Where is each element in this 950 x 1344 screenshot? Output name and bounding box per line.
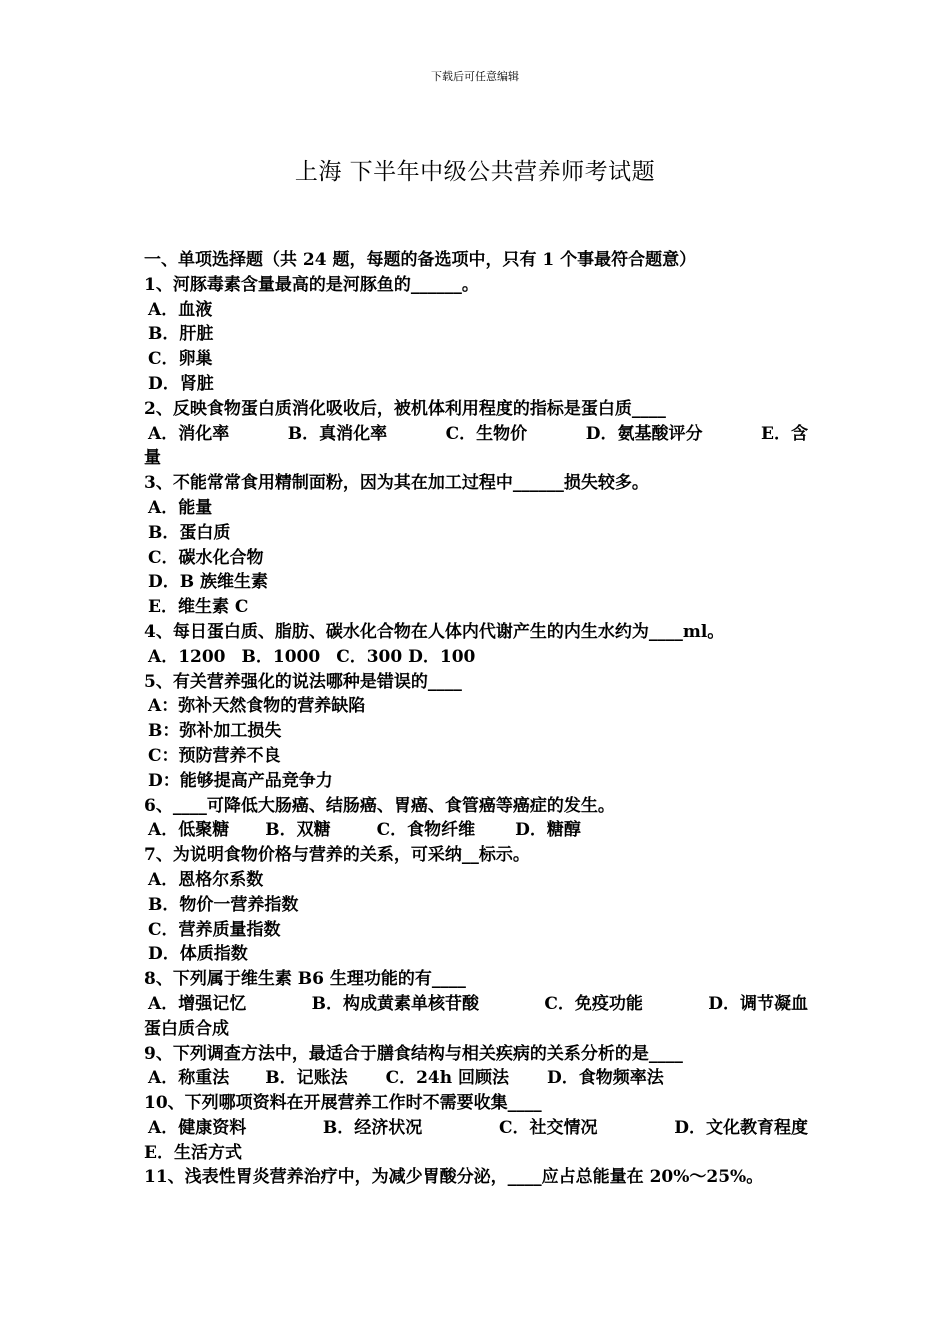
answer-option: A．消化率	[148, 423, 230, 444]
question-stem: 6、____可降低大肠癌、结肠癌、胃癌、食管癌等癌症的发生。	[144, 795, 615, 816]
answer-option: A．1200	[148, 646, 226, 667]
option-row	[144, 992, 808, 1017]
option-row	[144, 422, 808, 447]
header-note: 下载后可任意编辑	[431, 70, 519, 83]
answer-option: D．文化教育程度	[674, 1117, 808, 1138]
option-continuation: E．生活方式	[144, 1142, 242, 1163]
option-continuation: 蛋白质合成	[144, 1018, 229, 1039]
answer-option: C．碳水化合物	[148, 547, 264, 568]
question-stem: 10、下列哪项资料在开展营养工作时不需要收集____	[144, 1093, 542, 1114]
answer-option: D．B 族维生素	[148, 572, 269, 593]
answer-option: B．记账法	[265, 1068, 348, 1089]
option-continuation: 量	[144, 448, 161, 469]
answer-option: B．真消化率	[287, 423, 388, 444]
answer-option: B．构成黄素单核苷酸	[311, 993, 479, 1014]
answer-option: C．免疫功能	[544, 993, 643, 1014]
answer-option: C．社交情况	[498, 1117, 598, 1138]
answer-option: D．食物频率法	[547, 1068, 664, 1089]
option-row	[144, 1066, 808, 1091]
answer-option: A．能量	[148, 497, 213, 518]
option-row	[144, 1116, 808, 1141]
option-row	[144, 645, 808, 670]
answer-option: B．经济状况	[322, 1117, 423, 1138]
answer-option: A．健康资料	[148, 1117, 247, 1138]
question-stem: 3、不能常常食用精制面粉，因为其在加工过程中______损失较多。	[144, 473, 649, 494]
question-stem: 5、有关营养强化的说法哪种是错误的____	[144, 671, 462, 692]
question-stem: 7、为说明食物价格与营养的关系，可采纳__标示。	[144, 845, 530, 866]
option-row	[144, 818, 808, 843]
answer-option: D．体质指数	[148, 944, 248, 965]
answer-option: C：预防营养不良	[148, 745, 281, 766]
answer-option: A．低聚糖	[148, 820, 230, 841]
answer-option: B．双糖	[265, 820, 331, 841]
question-stem: 11、浅表性胃炎营养治疗中，为减少胃酸分泌，____应占总能量在 20%～25%。	[144, 1167, 764, 1188]
document-title: 上海 下半年中级公共营养师考试题	[294, 159, 656, 185]
answer-option: A．血液	[148, 299, 213, 320]
answer-option: C．生物价	[445, 423, 528, 444]
answer-option: C．营养质量指数	[148, 919, 281, 940]
answer-option: D．肾脏	[148, 373, 214, 394]
answer-option: D．氨基酸评分	[585, 423, 703, 444]
answer-option: B．物价一营养指数	[148, 894, 299, 915]
answer-option: D：能够提高产品竞争力	[148, 770, 333, 791]
answer-option: A．称重法	[148, 1068, 230, 1089]
answer-option: D．糖醇	[515, 820, 581, 841]
answer-option: E．含	[760, 423, 808, 444]
answer-option: E．维生素 C	[148, 597, 249, 618]
question-stem: 1、河豚毒素含量最高的是河豚鱼的______。	[144, 274, 479, 295]
question-stem: 2、反映食物蛋白质消化吸收后，被机体利用程度的指标是蛋白质____	[144, 398, 666, 419]
answer-option: B．肝脏	[148, 324, 214, 345]
answer-option: A．恩格尔系数	[148, 869, 264, 890]
section-heading: 一、单项选择题（共 24 题，每题的备选项中，只有 1 个事最符合题意）	[144, 250, 697, 270]
answer-option: A．增强记忆	[148, 993, 247, 1014]
answer-option: A：弥补天然食物的营养缺陷	[148, 696, 366, 717]
question-stem: 8、下列属于维生素 B6 生理功能的有____	[144, 969, 466, 990]
answer-option: C．300 D．100	[336, 646, 476, 667]
answer-option: D．调节凝血	[708, 993, 808, 1014]
answer-option: C．24h 回顾法	[385, 1068, 510, 1089]
question-stem: 9、下列调查方法中，最适合于膳食结构与相关疾病的关系分析的是____	[144, 1043, 683, 1064]
answer-option: B．蛋白质	[148, 522, 231, 543]
answer-option: C．食物纤维	[376, 820, 476, 841]
answer-option: B．1000	[241, 646, 321, 667]
answer-option: B：弥补加工损失	[148, 721, 282, 742]
question-stem: 4、每日蛋白质、脂肪、碳水化合物在人体内代谢产生的内生水约为____ml。	[144, 621, 725, 642]
answer-option: C．卵巢	[148, 349, 213, 370]
question-list	[144, 248, 808, 1190]
